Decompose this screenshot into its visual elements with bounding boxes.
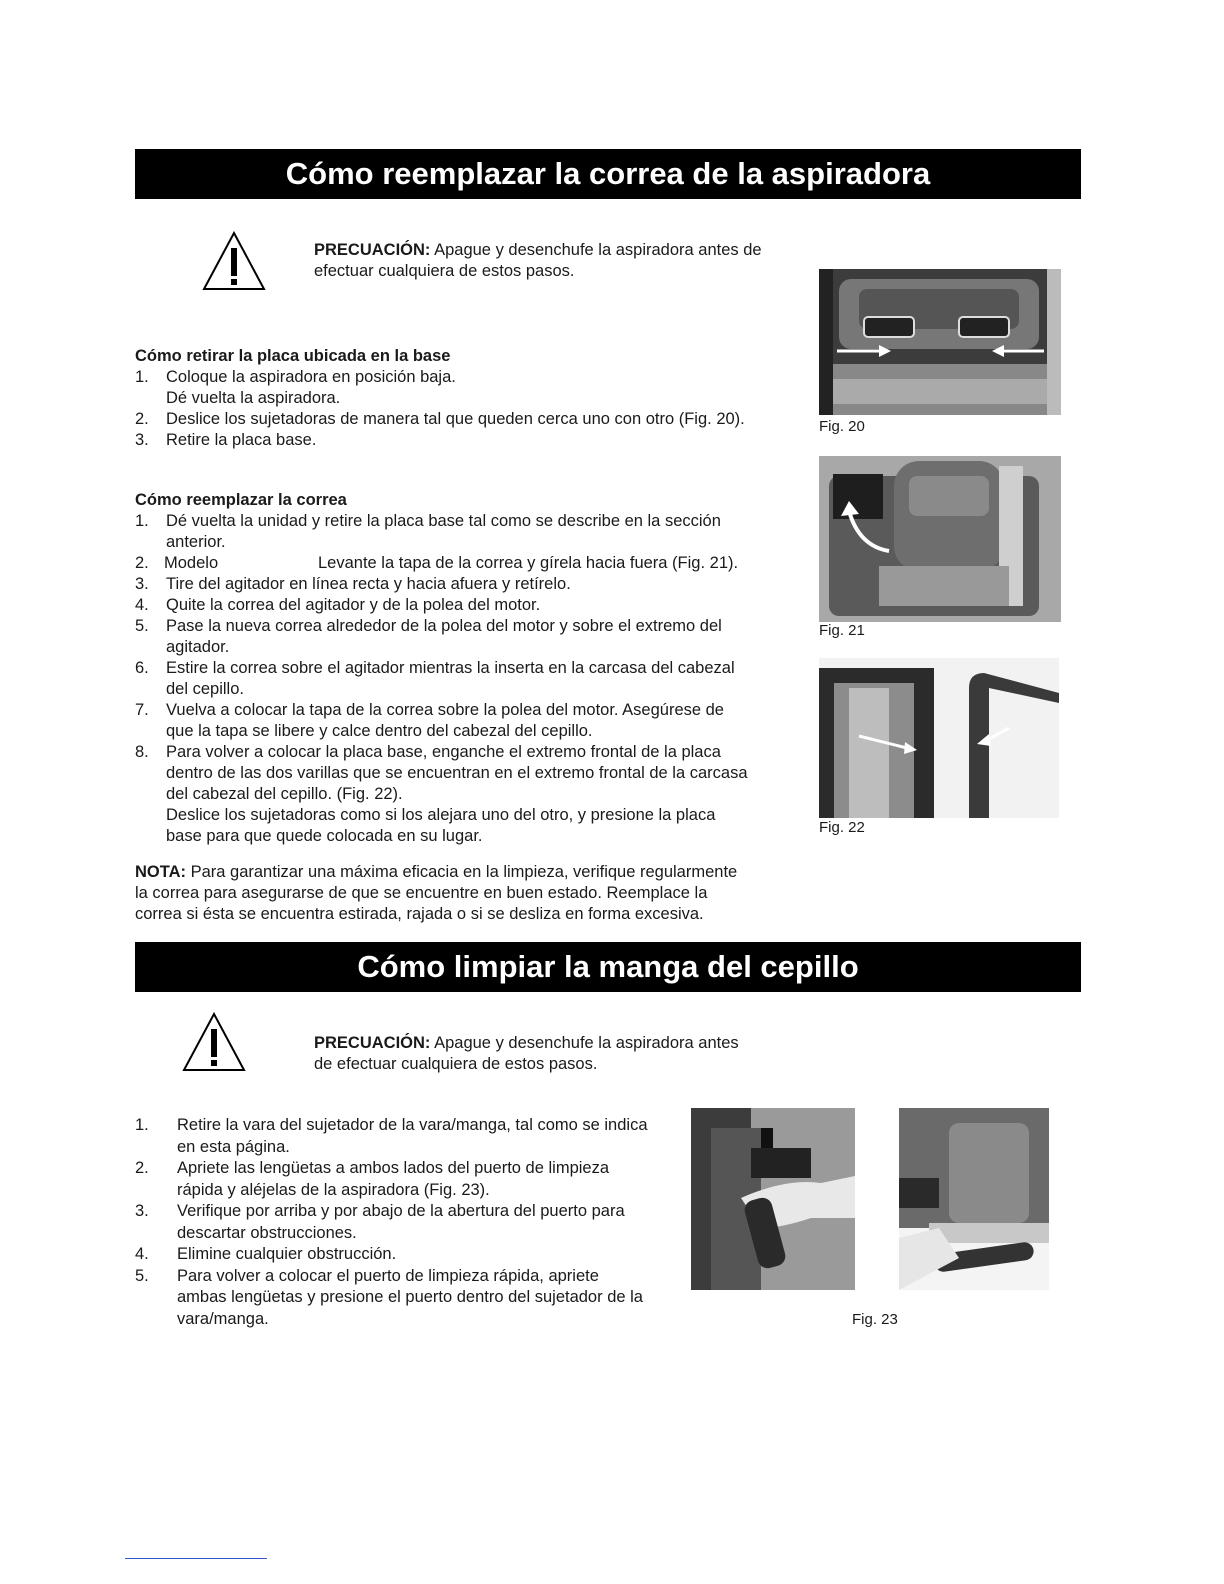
step-text: vara/manga.: [177, 1309, 269, 1328]
note-label: NOTA:: [135, 863, 187, 881]
step-text: rápida y aléjelas de la aspiradora (Fig. 23).: [177, 1180, 490, 1199]
warning-icon: [201, 230, 267, 292]
warning-icon: [181, 1011, 247, 1073]
step-text: Verifique por arriba y por abajo de la abertura del puerto para: [177, 1202, 625, 1220]
step-number: 1.: [135, 368, 149, 386]
section-title-brush: Cómo limpiar la manga del cepillo: [135, 942, 1081, 992]
step-text: Vuelva a colocar la tapa de la correa sobre la polea del motor. Asegúrese de: [166, 701, 724, 719]
step-text: ambas lengüetas y presione el puerto dentro del sujetador de la: [177, 1288, 643, 1306]
step-text: Dé vuelta la unidad y retire la placa base tal como se describe en la sección: [166, 512, 721, 530]
note-paragraph: [135, 862, 737, 925]
step-text: Dé vuelta la aspiradora.: [166, 389, 341, 407]
caution-line: de efectuar cualquiera de estos pasos.: [314, 1055, 598, 1073]
step-text: del cabezal del cepillo. (Fig. 22).: [166, 785, 403, 803]
step-number: 2.: [135, 1159, 149, 1177]
step-number: 1.: [135, 512, 149, 530]
caution-label: PRECUACIÓN:: [314, 1034, 431, 1052]
caution-text-1: [314, 240, 762, 282]
step-text: Quite la correa del agitador y de la polea del motor.: [166, 596, 541, 614]
note-line: correa si ésta se encuentra estirada, rajada o si se desliza en forma excesiva.: [135, 905, 704, 923]
caution-line: efectuar cualquiera de estos pasos.: [314, 262, 575, 280]
caution-line: Apague y desenchufe la aspiradora antes: [430, 1034, 739, 1052]
note-line: la correa para asegurarse de que se encuentre en buen estado. Reemplace la: [135, 884, 708, 902]
step-text: Retire la placa base.: [166, 431, 317, 449]
step-text: Levante la tapa de la correa y gírela hacia fuera (Fig. 21).: [318, 554, 739, 572]
caution-label: PRECUACIÓN:: [314, 241, 431, 259]
step-text: agitador.: [166, 638, 230, 656]
fig21-photo: [819, 456, 1061, 622]
step-text: dentro de las dos varillas que se encuentran en el extremo frontal de la carcasa: [166, 764, 748, 782]
step-number: 4.: [135, 596, 149, 614]
note-line: Para garantizar una máxima eficacia en la limpieza, verifique regularmente: [186, 863, 738, 881]
step-number: 1.: [135, 1116, 149, 1134]
step-number: 7.: [135, 701, 149, 719]
step-text: Apriete las lengüetas a ambos lados del puerto de limpieza: [177, 1159, 610, 1177]
step-text: que la tapa se libere y calce dentro del cabezal del cepillo.: [166, 722, 593, 740]
step-text: Para volver a colocar el puerto de limpieza rápida, apriete: [177, 1266, 599, 1285]
step-text: en esta página.: [177, 1137, 290, 1156]
step-number: 6.: [135, 659, 149, 677]
step-text: Estire la correa sobre el agitador mientras la inserta en la carcasa del cabezal: [166, 659, 735, 677]
fig20-photo: [819, 269, 1061, 415]
caution-line: Apague y desenchufe la aspiradora antes de: [430, 241, 762, 259]
step-number: 3.: [135, 575, 149, 593]
step-number: 5.: [135, 1266, 149, 1285]
model-label: Modelo: [164, 554, 219, 572]
fig23-caption: Fig. 23: [852, 1311, 898, 1328]
section-title-belt: Cómo reemplazar la correa de la aspiradora: [135, 149, 1081, 199]
step-number: 8.: [135, 743, 149, 761]
step-text: Deslice los sujetadoras de manera tal que queden cerca uno con otro (Fig. 20).: [166, 410, 745, 428]
fig23-photo-right: [899, 1108, 1049, 1290]
step-text: Tire del agitador en línea recta y hacia afuera y retírelo.: [166, 575, 571, 593]
fig22-caption: Fig. 22: [819, 819, 865, 836]
step-text: Elimine cualquier obstrucción.: [177, 1245, 397, 1263]
step-text: Para volver a colocar la placa base, enganche el extremo frontal de la placa: [166, 743, 721, 761]
caution-text-2: [314, 1033, 739, 1075]
step-text: del cepillo.: [166, 680, 244, 698]
step-number: 2.: [135, 554, 149, 572]
step-text: Coloque la aspiradora en posición baja.: [166, 368, 456, 386]
step-text: Retire la vara del sujetador de la vara/manga, tal como se indica: [177, 1116, 648, 1134]
fig23-photo-left: [691, 1108, 855, 1290]
heading-remove-plate: Cómo retirar la placa ubicada en la base: [135, 347, 451, 365]
step-number: 3.: [135, 431, 149, 449]
step-text: anterior.: [166, 533, 226, 551]
fig21-caption: Fig. 21: [819, 622, 865, 639]
step-number: 3.: [135, 1202, 149, 1220]
step-number: 4.: [135, 1245, 149, 1263]
step-text: descartar obstrucciones.: [177, 1223, 357, 1242]
step-number: 5.: [135, 617, 149, 635]
heading-replace-belt: Cómo reemplazar la correa: [135, 491, 347, 509]
step-text: Deslice los sujetadoras como si los alejara uno del otro, y presione la placa: [166, 806, 716, 824]
step-text: Pase la nueva correa alrededor de la polea del motor y sobre el extremo del: [166, 617, 722, 635]
fig20-caption: Fig. 20: [819, 418, 865, 435]
footer-rule: [125, 1558, 267, 1559]
step-number: 2.: [135, 410, 149, 428]
fig22-photo: [819, 658, 1059, 818]
step-text: base para que quede colocada en su lugar.: [166, 827, 483, 845]
